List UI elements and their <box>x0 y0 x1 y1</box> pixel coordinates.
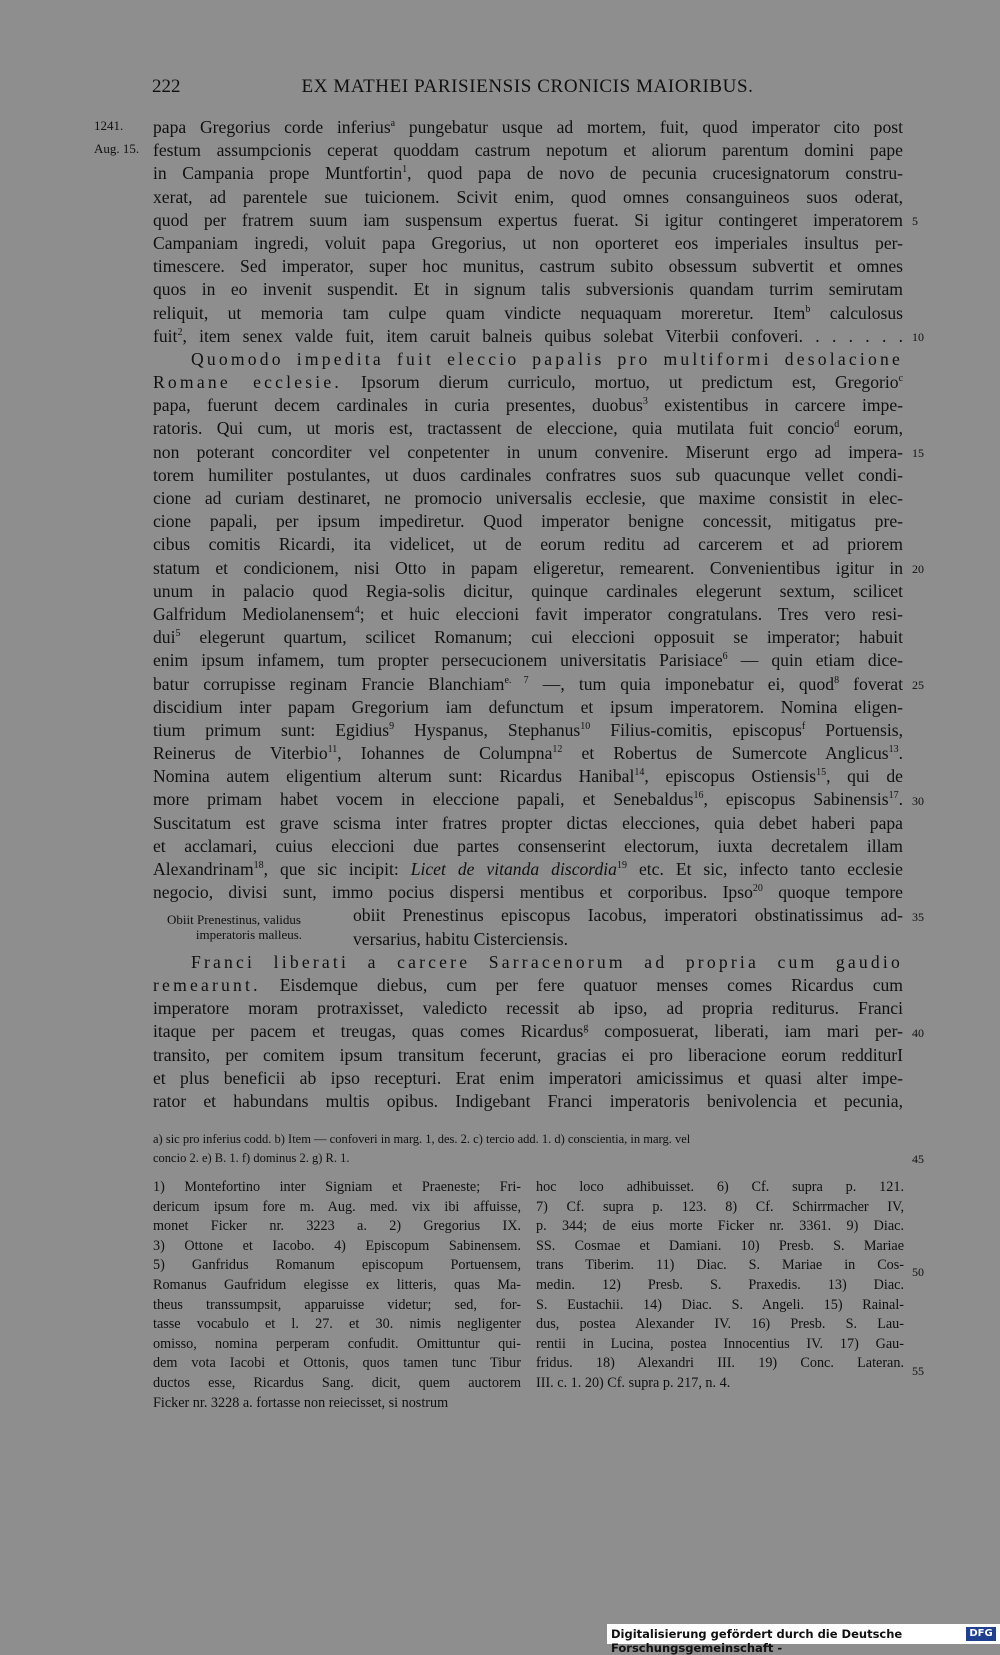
line-number: 40 <box>912 1025 924 1040</box>
text-line: cione papali, per ipsum impediretur. Quod imperator benigne concessit, mitigatus pre- <box>153 511 903 532</box>
footnote-line: hoc loco adhibuisset. 6) Cf. supra p. 121. <box>536 1179 904 1195</box>
margin-date: Aug. 15. <box>94 141 140 156</box>
line-number: 25 <box>912 677 924 692</box>
footnote-line: III. c. 1. 20) Cf. supra p. 217, n. 4. <box>536 1374 731 1391</box>
margin-year: 1241. <box>94 118 124 133</box>
text-line: negocio, divisi sunt, immo pocius dispersi mentibus et corporibus. Ipso$^{20}$ quoque tempore <box>153 882 903 903</box>
text-line: Quomodo impedita fuit eleccio papalis pro multiformi desolacione <box>191 348 903 369</box>
running-title: EX MATHEI PARISIENSIS CRONICIS MAIORIBUS. <box>301 76 754 97</box>
footnotes-right-column <box>536 1178 904 1394</box>
text-line: discidium inter papam Gregorium iam defunctum et ipsum imperatorem. Nomina eligen- <box>153 696 903 717</box>
text-line: Nomina autem eligentium alterum sunt: Ricardus Hanibal$^{14}$, episcopus Ostiensis$^{15}$, qui de <box>153 766 903 787</box>
text-line: torem humiliter postulantes, ut duos cardinales confratres suos sub quacunque vellet condi- <box>153 464 903 485</box>
margin-note-line: Obiit Prenestinus, validus <box>167 912 301 927</box>
footnote-line: dericum ipsum fore m. Aug. med. vix ibi affuisse, <box>153 1198 521 1215</box>
page-header <box>150 76 905 102</box>
footnote-line: fridus. 18) Alexandri III. 19) Conc. Lateran. <box>536 1355 904 1372</box>
line-number: 10 <box>912 329 924 344</box>
variant-apparatus <box>153 1130 903 1168</box>
footnote-line: omisso, nomina perperam confudit. Omittuntur qui- <box>153 1335 521 1352</box>
text-line: rator et habundans multis opibus. Indigebant Franci imperatoris benivolencia et pecunia, <box>153 1090 903 1111</box>
footer-text: Digitalisierung gefördert durch die Deutsche Forschungsgemeinschaft - <box>611 1627 903 1655</box>
text-line: in Campania prope Muntfortin$^1$, quod papa de novo de pecunia crucesignatorum constru- <box>153 163 903 184</box>
footnote-line: monet Ficker nr. 3223 a. 2) Gregorius IX. <box>153 1218 521 1235</box>
text-line: transito, per comitem ipsum transitum fecerunt, gracias ei pro liberacione eorum redditurI <box>153 1044 903 1065</box>
text-line: cibus comitis Ricardi, ita videlicet, ut de eorum reditu ad carcerem et ad priorem <box>153 534 903 555</box>
line-number: 5 <box>912 213 918 228</box>
text-line: papa Gregorius corde inferius$^a$ pungebatur usque ad mortem, fuit, quod imperator cito post <box>153 117 903 137</box>
text-line: ratoris. Qui cum, ut moris est, tractassent de eleccione, quia mutilata fuit concio$^d$ eorum, <box>153 418 903 439</box>
variant-notes-line: a) sic pro inferius codd. b) Item — confoveri in marg. 1, des. 2. c) tercio add. 1. d) conscientia, in marg. vel <box>153 1132 691 1146</box>
line-number: 20 <box>912 561 924 576</box>
line-number: 15 <box>912 445 924 460</box>
text-line: non poterant concorditer vel conpetenter in unum convenire. Miserunt ergo ad impera- <box>153 441 903 462</box>
text-line: Campaniam ingredi, voluit papa Gregorius, ut non oporteret eos imperiales insultus per- <box>153 232 903 253</box>
footnote-line: S. Eustachii. 14) Diac. S. Angeli. 15) Rainal- <box>536 1296 904 1313</box>
text-line: festum assumpcionis ceperat quoddam castrum nepotum et aliorum parentum domini pape <box>153 140 903 161</box>
line-number: 55 <box>912 1364 924 1378</box>
text-line: imperatore moram protraxisset, valedicto recessit ab ipso, ad propria rediturus. Franci <box>153 998 903 1019</box>
footnote-line: Ficker nr. 3228 a. fortasse non reiecisset, si nostrum <box>153 1394 449 1411</box>
text-line: itaque per pacem et treugas, quas comes Ricardus$^g$ composuerat, liberati, iam mari per- <box>153 1021 903 1042</box>
text-line: et plus beneficii ab ipso recepturi. Erat enim imperatori amicissimus et quasi alter impe- <box>153 1067 903 1088</box>
line-number: 45 <box>912 1152 924 1166</box>
text-line: unum in palacio quod Regia-solis dicitur, quinque cardinales elegerunt sextum, scilicet <box>153 580 903 601</box>
text-line: Alexandrinam$^{18}$, que sic incipit: Licet de vitanda discordia$^{19}$ etc. Et sic, infecto tanto ecclesie <box>153 859 903 879</box>
text-line: reliquit, ut memoria tam culpe quam vindicte nequaquam moreretur. Item$^b$ calculosus <box>153 302 904 323</box>
footnote-line: 3) Ottone et Iacobo. 4) Episcopum Sabinensem. <box>153 1237 521 1254</box>
footnote-line: SS. Cosmae et Damiani. 10) Presb. S. Mariae <box>536 1237 904 1254</box>
variant-notes-line: concio 2. e) B. 1. f) dominus 2. g) R. 1. <box>153 1151 350 1165</box>
text-line: xerat, ad parentele sue tuicionem. Scivit enim, quod omnes consanguineos suos oderat, <box>153 186 903 207</box>
text-line: batur corrupisse reginam Francie Blanchiam$^{e. 7}$ —, tum quia imponebatur ei, quod$^8$ foverat <box>153 673 903 694</box>
text-line: remearunt. Eisdemque diebus, cum per fere quatuor menses comes Ricardus cum <box>153 974 903 995</box>
main-text <box>153 116 903 1113</box>
text-line: enim ipsum infamem, tum propter persecucionem universitatis Parisiace$^6$ — quin etiam dice- <box>153 650 903 671</box>
footnote-line: ductos esse, Ricardus Sang. dicit, quem auctorem <box>153 1374 521 1391</box>
footnote-line: theus transsumpsit, apparuisse videtur; sed, for- <box>153 1296 521 1313</box>
text-line: Franci liberati a carcere Sarracenorum ad propria cum gaudio <box>191 951 903 972</box>
line-number: 30 <box>912 793 924 808</box>
footnotes-left-column <box>153 1178 521 1413</box>
footnote-line: 7) Cf. supra p. 123. 8) Cf. Schirrmacher IV, <box>536 1198 904 1215</box>
text-line: Suscitatum est grave scisma inter fratres propter dictas elecciones, quia debet haberi papa <box>153 812 903 833</box>
footnote-line: medin. 12) Presb. S. Praxedis. 13) Diac. <box>536 1276 904 1293</box>
digitization-footer <box>607 1624 1000 1655</box>
text-line: quod per fratrem suum iam suspensum expertus fuerat. Si igitur contingeret imperatorem <box>153 209 903 230</box>
page-number: 222 <box>152 76 181 97</box>
footnote-line: trans Tiberim. 11) Diac. S. Mariae in Cos- <box>536 1257 904 1274</box>
text-line: timescere. Sed imperator, super hoc munitus, castrum subito obsessum subvertit et omnes <box>153 256 903 277</box>
text-line: Galfridum Mediolanensem$^4$; et huic eleccioni favit imperator congratulans. Tres vero resi- <box>153 603 903 624</box>
text-line: versarius, habitu Cisterciensis. <box>353 928 568 949</box>
footnote-line: p. 344; de eius morte Ficker nr. 3361. 9) Diac. <box>536 1218 904 1235</box>
margin-note <box>134 912 334 942</box>
footnote-line: 5) Ganfridus Romanum episcopum Portuensem, <box>153 1257 521 1274</box>
text-line: papa, fuerunt decem cardinales in curia presentes, duobus$^3$ existentibus in carcere impe- <box>153 395 903 416</box>
text-line: Reinerus de Viterbio$^{11}$, Iohannes de Columpna$^{12}$ et Robertus de Sumercote Anglicus$^{13}$. <box>153 743 904 764</box>
footnote-line: rentii in Lucina, postea Innocentius IV. 17) Gau- <box>536 1335 904 1352</box>
text-line: statum et condicionem, nisi Otto in papam eligeretur, remearent. Convenientibus igitur in <box>153 557 903 578</box>
footnote-line: 1) Montefortino inter Signiam et Praeneste; Fri- <box>153 1179 521 1195</box>
footnote-line: tasse vocabulo et l. 27. et 30. nimis negligenter <box>153 1316 521 1333</box>
text-line: more primam habet vocem in eleccione papali, et Senebaldus$^{16}$, episcopus Sabinensis$^{17}$. <box>153 789 903 810</box>
text-line: fuit$^2$, item senex valde fuit, item caruit balneis quibus solebat Viterbii confoveri. . . . . . . <box>153 325 903 346</box>
dfg-logo: DFG <box>966 1627 996 1641</box>
text-line: Romane ecclesie. Ipsorum dierum curriculo, mortuo, ut predictum est, Gregorio$^c$ <box>153 372 903 393</box>
line-number: 50 <box>912 1265 924 1279</box>
footnote-line: Romanus Gaufridum elegisse ex litteris, quas Ma- <box>153 1276 521 1293</box>
text-line: dui$^5$ elegerunt quartum, scilicet Romanum; cui eleccioni opposuit se imperator; habuit <box>153 627 903 648</box>
line-number: 35 <box>912 909 924 924</box>
footnote-line: dus, postea Alexander IV. 16) Presb. S. Lau- <box>536 1316 904 1333</box>
text-line: cione ad curiam destinaret, ne promocio universalis ecclesie, que maxime consistit in elec- <box>153 488 903 508</box>
text-line: obiit Prenestinus episcopus Iacobus, imperatori obstinatissimus ad- <box>353 905 903 926</box>
text-line: et acclamari, cuius eleccioni due partes consenserint electorum, iuxta decretalem illam <box>153 835 903 856</box>
text-line: quos in eo invenit suspendit. Et in signum talis subversionis quandam turrim semirutam <box>153 279 903 300</box>
text-line: tium primum sunt: Egidius$^9$ Hyspanus, Stephanus$^{10}$ Filius-comitis, episcopus$^f$ Portuensis, <box>153 719 903 740</box>
margin-note-line: imperatoris malleus. <box>195 927 303 942</box>
footnote-line: dem vota Iacobi et Ottonis, quos tamen tunc Tibur <box>153 1355 521 1372</box>
